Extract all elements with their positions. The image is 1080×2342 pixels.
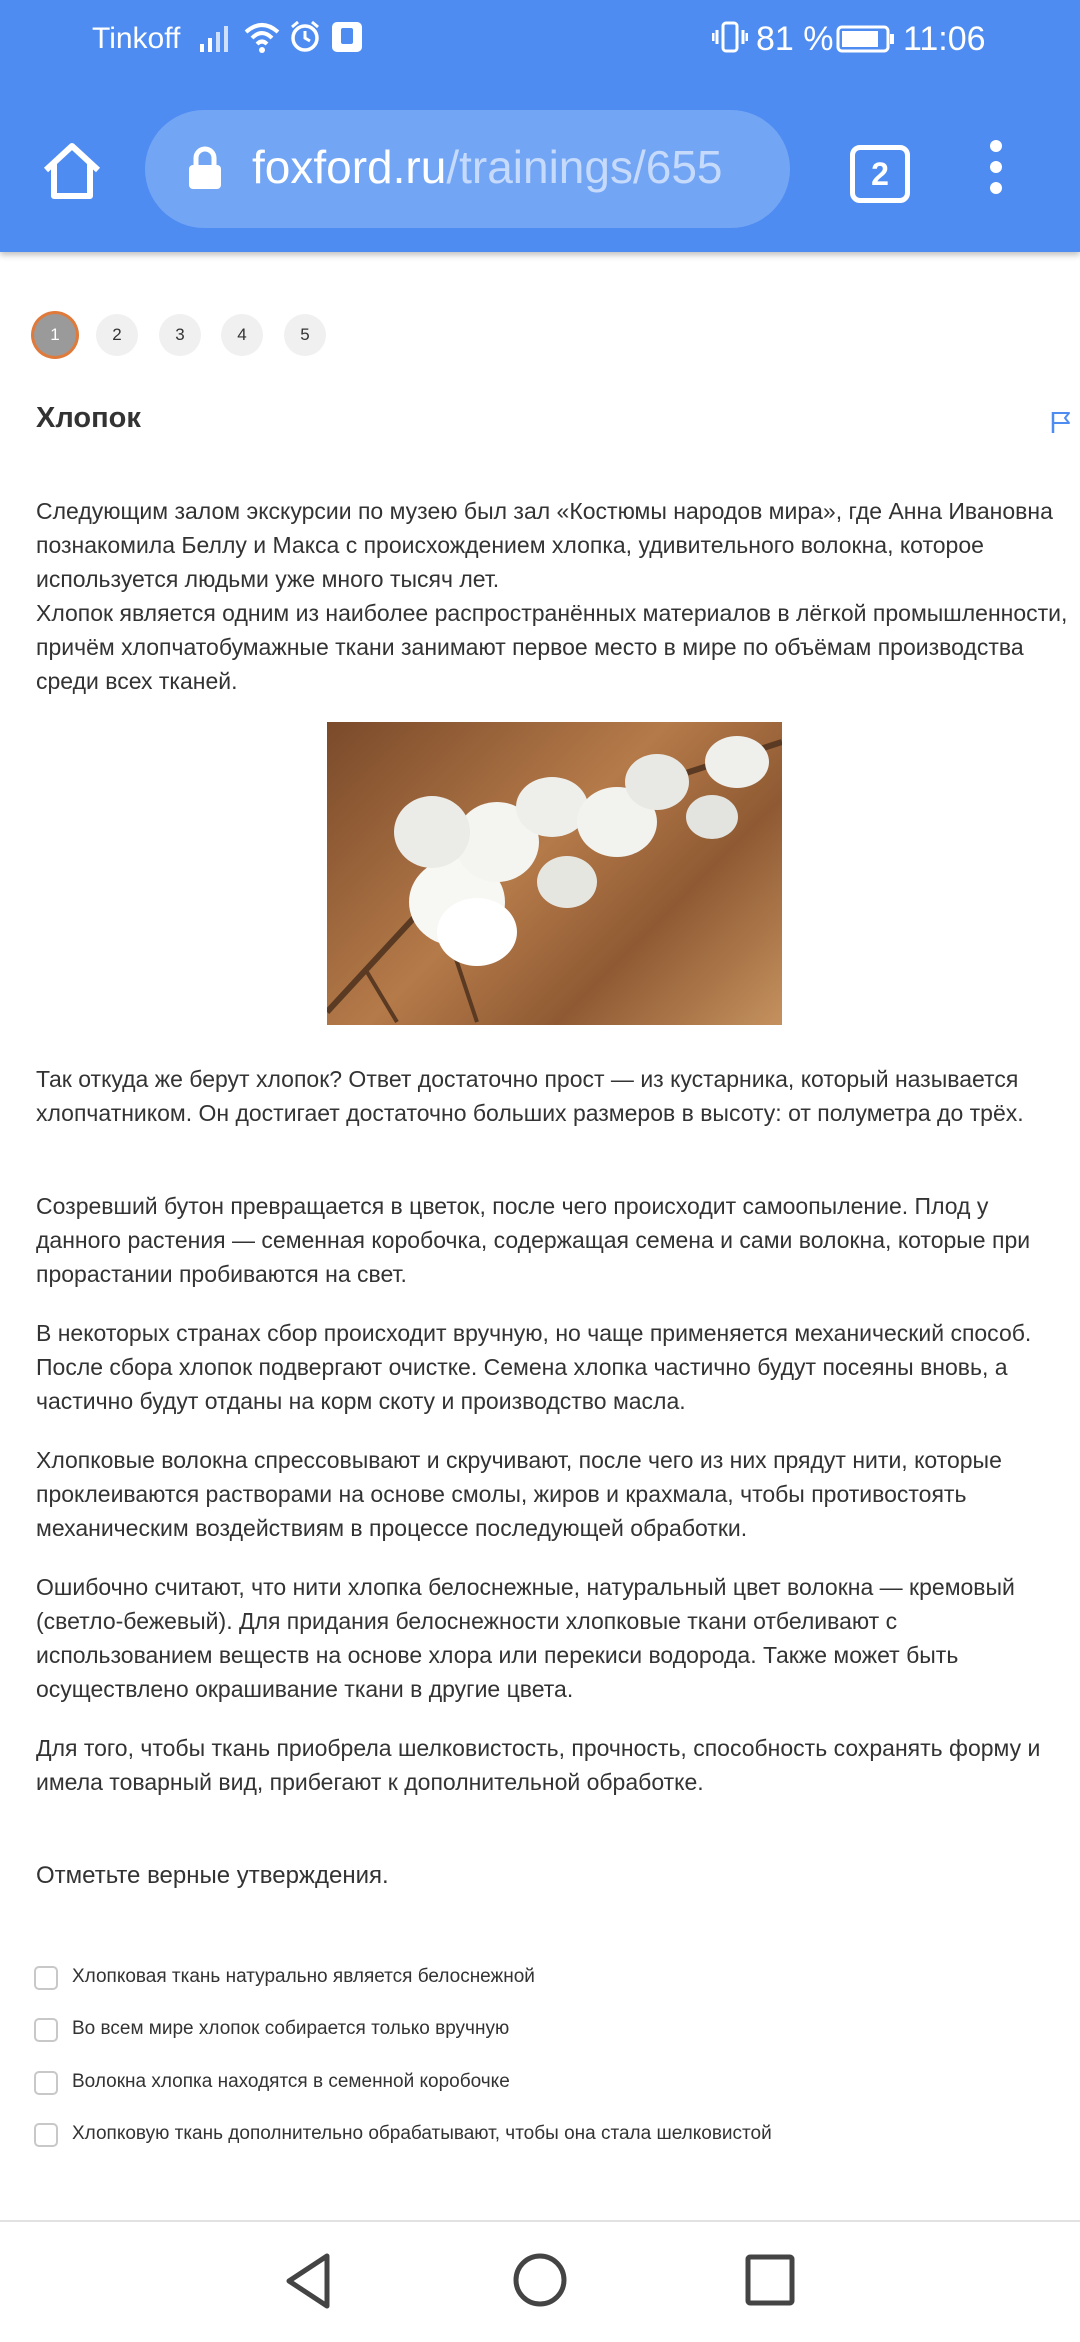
- app-notification-icon: [330, 20, 364, 54]
- signal-icon: [200, 20, 232, 54]
- body-paragraph-4: Хлопковые волокна спрессовывают и скручивают, после чего из них прядут нити, которые проклеиваются растворами на основе смолы, жиров и крахмала, чтобы противостоять механическим воздействиям в процессе последующей обработки.: [36, 1447, 1002, 1541]
- more-menu-icon[interactable]: [984, 140, 1008, 200]
- status-bar: [0, 0, 1080, 84]
- body-paragraph-1: Так откуда же берут хлопок? Ответ достаточно прост — из кустарника, который называется хлопчатником. Он достигает достаточно больших размеров в высоту: от полуметра до трёх.: [36, 1066, 1024, 1126]
- alarm-icon: [288, 20, 322, 54]
- page-button-5[interactable]: 5: [284, 314, 326, 356]
- intro-paragraph-2: Хлопок является одним из наиболее распространённых материалов в лёгкой промышленности, причём хлопчатобумажные ткани занимают первое место в мире по объёмам производства среди всех тканей.: [36, 600, 1068, 694]
- option-checkbox[interactable]: [34, 1966, 58, 1990]
- option-checkbox[interactable]: [34, 2123, 58, 2147]
- vibrate-icon: [712, 20, 748, 54]
- page-button-1[interactable]: 1: [34, 314, 76, 356]
- lesson-title: Хлопок: [36, 402, 141, 434]
- option-label[interactable]: Хлопковая ткань натурально является белоснежной: [72, 1966, 535, 1987]
- wifi-icon: [243, 20, 281, 54]
- report-flag-icon[interactable]: [1050, 410, 1072, 434]
- option-checkbox[interactable]: [34, 2071, 58, 2095]
- carrier-name: Tinkoff: [92, 22, 181, 55]
- url-host: foxford.ru: [252, 141, 447, 193]
- body-paragraph-2: Созревший бутон превращается в цветок, после чего происходит самоопыление. Плод у данного растения — семенная коробочка, содержащая семена и сами волокна, которые при прорастании пробиваются на свет.: [36, 1193, 1031, 1287]
- url-path: /trainings/655: [446, 141, 723, 193]
- intro-paragraph-1: Следующим залом экскурсии по музею был зал «Костюмы народов мира», где Анна Ивановна познакомила Беллу и Макса с происхождением хлопка, удивительного волокна, которое используется людьми уже много тысяч лет.: [36, 498, 1053, 592]
- home-circle-icon[interactable]: [512, 2252, 568, 2308]
- cotton-photo: [327, 722, 782, 1025]
- option-label[interactable]: Хлопковую ткань дополнительно обрабатывают, чтобы она стала шелковистой: [72, 2123, 772, 2144]
- option-label[interactable]: Во всем мире хлопок собирается только вручную: [72, 2018, 510, 2039]
- question-text: Отметьте верные утверждения.: [36, 1862, 389, 1889]
- page-button-2[interactable]: 2: [96, 314, 138, 356]
- address-bar[interactable]: [145, 110, 790, 228]
- page-button-4[interactable]: 4: [221, 314, 263, 356]
- home-icon[interactable]: [40, 140, 104, 200]
- tab-switcher-button[interactable]: 2: [850, 145, 910, 203]
- back-icon[interactable]: [283, 2252, 333, 2310]
- system-navigation-bar: [0, 2220, 1080, 2342]
- browser-header: [0, 0, 1080, 252]
- option-checkbox[interactable]: [34, 2018, 58, 2042]
- page-button-3[interactable]: 3: [159, 314, 201, 356]
- option-label[interactable]: Волокна хлопка находятся в семенной коробочке: [72, 2071, 510, 2092]
- clock: 11:06: [903, 20, 986, 58]
- body-paragraph-3: В некоторых странах сбор происходит вручную, но чаще применяется механический способ. После сбора хлопок подвергают очистке. Семена хлопка частично будут посеяны вновь, а частично будут отданы на корм скоту и производство масла.: [36, 1320, 1032, 1414]
- body-paragraph-5: Ошибочно считают, что нити хлопка белоснежные, натуральный цвет волокна — кремовый (светло-бежевый). Для придания белоснежности хлопковые ткани отбеливают с использованием веществ на основе хлора или перекиси водорода. Также может быть осуществлено окрашивание ткани в другие цвета.: [36, 1574, 1015, 1702]
- body-paragraph-6: Для того, чтобы ткань приобрела шелковистость, прочность, способность сохранять форму и имела товарный вид, прибегают к дополнительной обработке.: [36, 1735, 1041, 1795]
- battery-icon: [836, 25, 896, 53]
- recents-icon[interactable]: [745, 2254, 795, 2306]
- url-text: [252, 140, 723, 194]
- battery-percent: 81 %: [756, 20, 834, 58]
- lock-icon: [187, 146, 223, 190]
